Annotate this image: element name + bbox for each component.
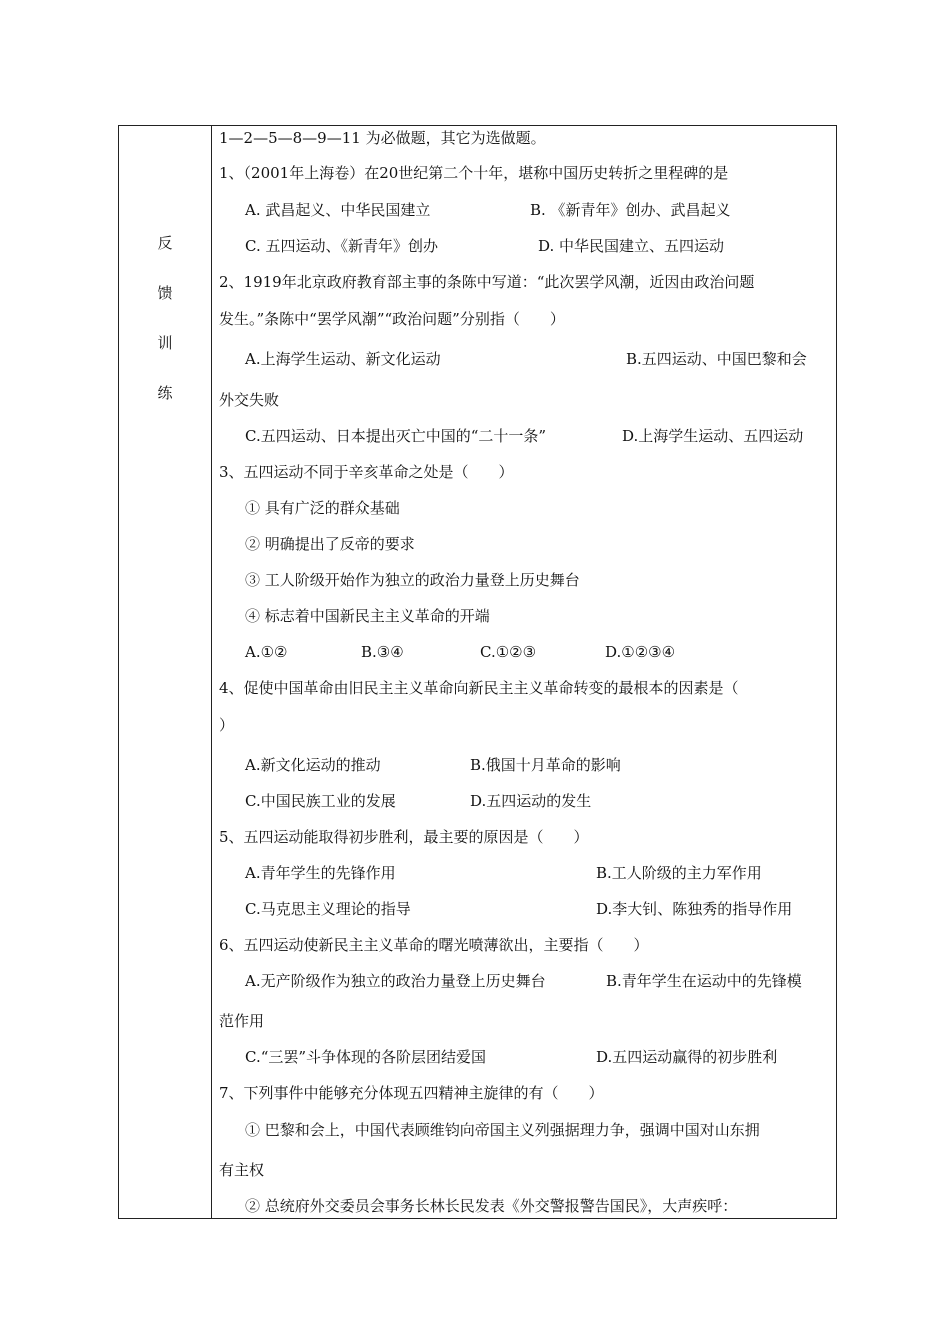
q6-option-b: B.青年学生在运动中的先锋模 [606,972,802,990]
question-2-cont: 发生。”条陈中“罢学风潮”“政治问题”分别指（ ） [219,310,565,328]
q4-option-b: B.俄国十月革命的影响 [470,756,621,774]
q1-option-d: D. 中华民国建立、五四运动 [538,237,725,255]
question-4: 4、促使中国革命由旧民主主义革命向新民主主义革命转变的最根本的因素是（ [219,679,739,697]
q4-option-d: D.五四运动的发生 [470,792,592,810]
q4-option-a: A.新文化运动的推动 [245,756,381,774]
q6-option-b-cont: 范作用 [219,1012,265,1030]
column-divider [211,126,212,1218]
q2-option-c: C.五四运动、日本提出灭亡中国的“二十一条” [245,427,547,445]
q6-option-a: A.无产阶级作为独立的政治力量登上历史舞台 [245,972,546,990]
q3-item-4: ④ 标志着中国新民主主义革命的开端 [245,607,490,625]
question-5: 5、五四运动能取得初步胜利，最主要的原因是（ ） [219,828,589,846]
section-label-char: 练 [157,384,173,402]
q5-option-d: D.李大钊、陈独秀的指导作用 [596,900,793,918]
q1-option-c: C. 五四运动、《新青年》创办 [245,237,438,255]
q3-item-1: ① 具有广泛的群众基础 [245,499,400,517]
section-label [119,231,211,431]
question-3: 3、五四运动不同于辛亥革命之处是（ ） [219,463,514,481]
question-2: 2、1919年北京政府教育部主事的条陈中写道：“此次罢学风潮，近因由政治问题 [219,273,755,291]
q5-option-a: A.青年学生的先锋作用 [245,864,396,882]
q2-option-d: D.上海学生运动、五四运动 [622,427,804,445]
q7-item-1: ① 巴黎和会上，中国代表顾维钧向帝国主义列强据理力争，强调中国对山东拥 [245,1121,760,1139]
q3-item-3: ③ 工人阶级开始作为独立的政治力量登上历史舞台 [245,571,580,589]
question-7: 7、下列事件中能够充分体现五四精神主旋律的有（ ） [219,1084,604,1102]
instruction-line: 1—2—5—8—9—11 为必做题，其它为选做题。 [219,129,546,147]
q3-item-2: ② 明确提出了反帝的要求 [245,535,415,553]
q7-item-2: ② 总统府外交委员会事务长林长民发表《外交警报警告国民》，大声疾呼： [245,1197,738,1215]
q6-option-c: C.“三罢”斗争体现的各阶层团结爱国 [245,1048,487,1066]
section-label-char: 馈 [157,284,173,302]
q3-option-b: B.③④ [361,643,404,661]
section-label-char: 训 [157,334,173,352]
q2-option-b-cont: 外交失败 [219,391,280,409]
q5-option-b: B.工人阶级的主力军作用 [596,864,762,882]
question-6: 6、五四运动使新民主主义革命的曙光喷薄欲出，主要指（ ） [219,936,649,954]
q2-option-b: B.五四运动、中国巴黎和会 [626,350,807,368]
q3-option-d: D.①②③④ [605,643,676,661]
q6-option-d: D.五四运动赢得的初步胜利 [596,1048,778,1066]
q1-option-a: A. 武昌起义、中华民国建立 [245,201,431,219]
q7-item-1-cont: 有主权 [219,1161,265,1179]
q2-option-a: A.上海学生运动、新文化运动 [245,350,441,368]
q5-option-c: C.马克思主义理论的指导 [245,900,411,918]
q3-option-c: C.①②③ [480,643,537,661]
feedback-table [118,125,837,1219]
q3-option-a: A.①② [245,643,288,661]
question-4-cont: ） [219,716,235,734]
q1-option-b: B. 《新青年》创办、武昌起义 [530,201,731,219]
q4-option-c: C.中国民族工业的发展 [245,792,396,810]
section-label-char: 反 [157,234,173,252]
question-1: 1、（2001年上海卷）在20世纪第二个十年，堪称中国历史转折之里程碑的是 [219,164,729,182]
